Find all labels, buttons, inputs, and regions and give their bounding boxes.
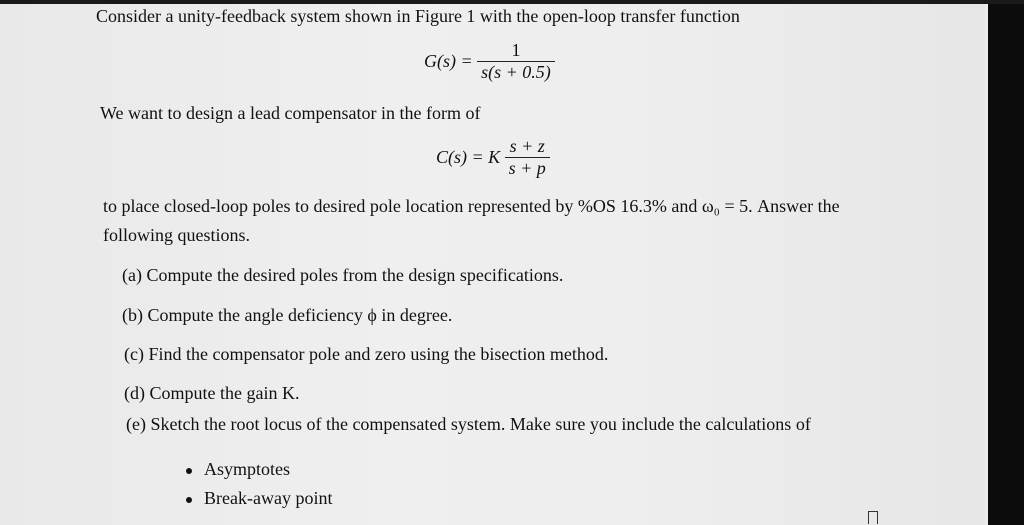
right-dark-edge <box>988 4 1024 525</box>
comp-denominator: s + p <box>505 157 550 179</box>
question-label: (c) <box>124 344 144 364</box>
corner-mark-icon <box>868 511 878 524</box>
spec-line-2: following questions. <box>103 225 250 245</box>
question-label: (a) <box>122 265 142 285</box>
question-text: Compute the gain K. <box>149 383 300 403</box>
lead-intro-text: We want to design a lead compensator in the form of <box>100 103 481 123</box>
question-text: Sketch the root locus of the compensated system. Make sure you include the calculations of <box>150 414 811 434</box>
bullet-dot-icon <box>186 468 192 474</box>
question-a <box>122 265 563 286</box>
question-b <box>122 305 452 326</box>
bullet-dot-icon <box>186 497 192 503</box>
plant-transfer-function <box>424 40 555 83</box>
bullet-text: Break-away point <box>204 488 333 508</box>
bullet-text: Asymptotes <box>204 459 291 479</box>
comp-numerator: s + z <box>509 136 545 156</box>
comp-lhs: C(s) = K <box>436 147 501 167</box>
question-label: (b) <box>122 305 143 325</box>
question-text: Find the compensator pole and zero using the bisection method. <box>148 344 609 364</box>
spec-line-1: to place closed-loop poles to desired pole location represented by %OS 16.3% and ω₀ = 5. Answer the <box>103 196 840 216</box>
question-label: (d) <box>124 383 145 403</box>
question-label: (e) <box>126 414 146 434</box>
question-c <box>124 344 608 365</box>
comp-fraction <box>505 136 550 179</box>
question-e <box>126 414 811 435</box>
top-border <box>0 0 1024 4</box>
bullet-item <box>186 459 290 480</box>
question-text: Compute the desired poles from the design specifications. <box>146 265 564 285</box>
plant-numerator: 1 <box>511 40 521 60</box>
plant-fraction <box>477 40 555 83</box>
plant-denominator: s(s + 0.5) <box>477 61 555 83</box>
question-text: Compute the angle deficiency ϕ in degree. <box>147 305 453 325</box>
question-d <box>124 383 299 404</box>
compensator-transfer-function <box>436 136 550 179</box>
plant-lhs: G(s) = <box>424 51 473 71</box>
bullet-item <box>186 488 332 509</box>
intro-text: Consider a unity-feedback system shown in Figure 1 with the open-loop transfer function <box>96 6 740 26</box>
